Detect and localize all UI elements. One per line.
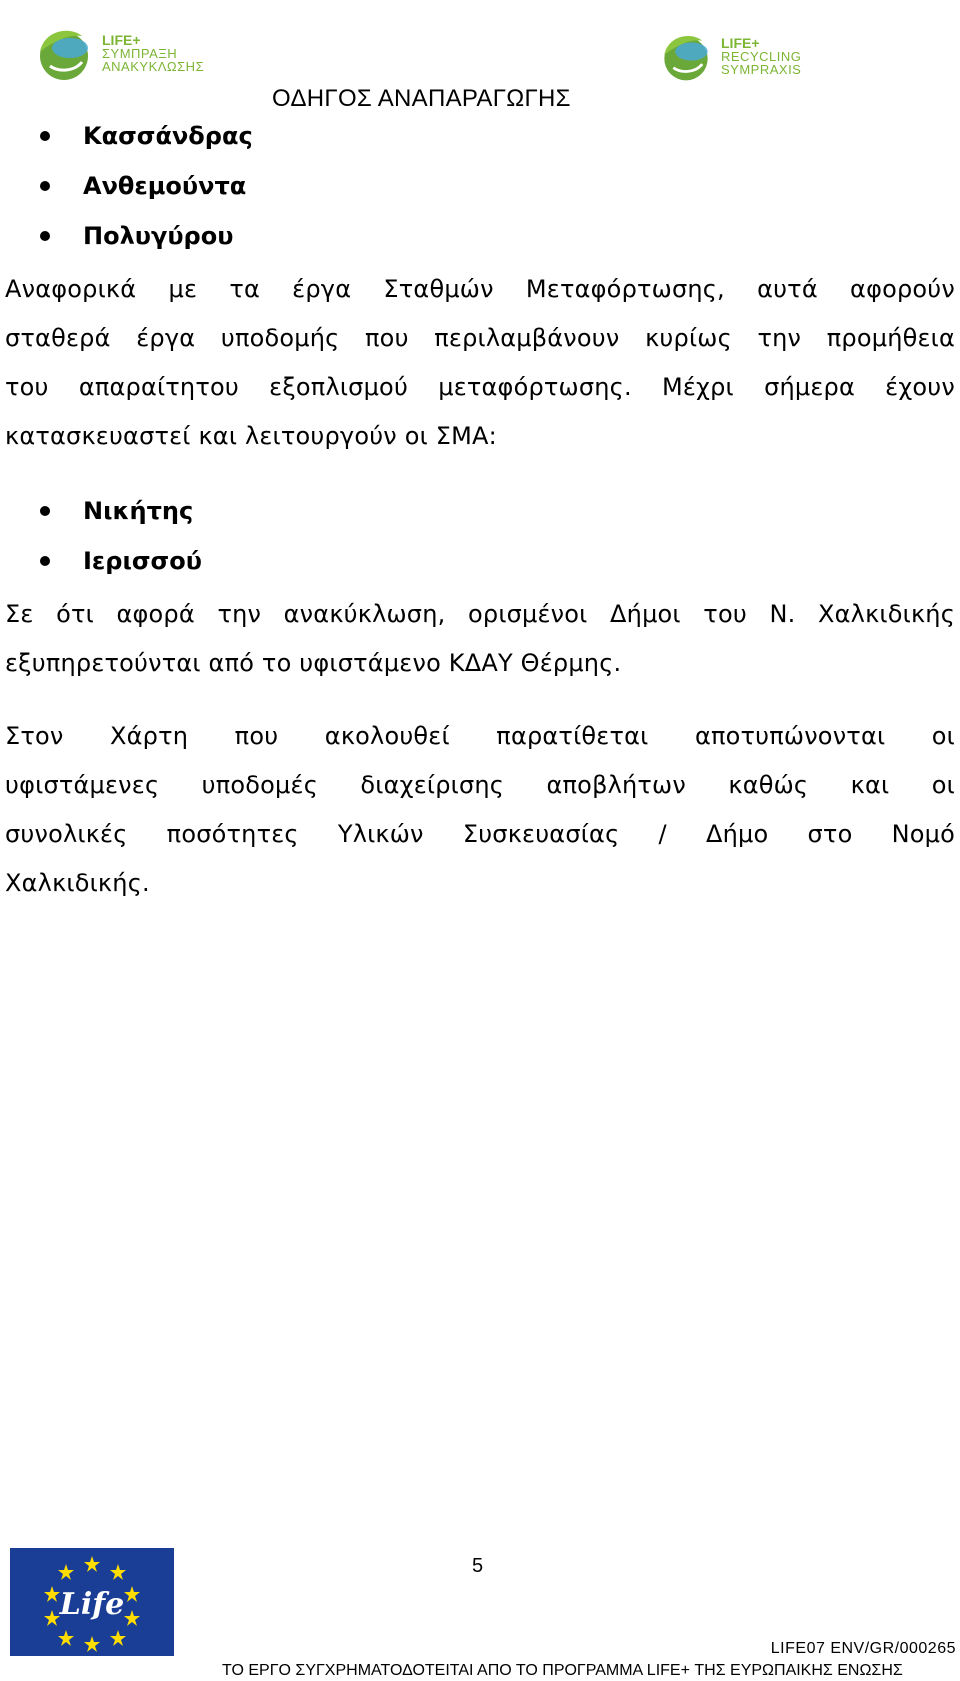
eu-life-wordmark: Life: [59, 1587, 125, 1622]
paragraph-recycling: [5, 590, 955, 688]
paragraph-line: κατασκευαστεί και λειτουργούν οι ΣΜΑ:: [5, 422, 497, 450]
logo-life-sympraxi: [30, 22, 204, 84]
logo-left-line2: ΣΥΜΠΡΑΞΗ: [102, 46, 178, 61]
eu-stars-icon: [10, 1548, 174, 1656]
paragraph-line: εξυπηρετούνται από το υφιστάμενο ΚΔΑΥ Θέρμης.: [5, 649, 622, 677]
paragraph-line: σταθερά έργα υποδομής που περιλαμβάνουν κυρίως την προμήθεια: [5, 324, 955, 352]
bullet-icon: [40, 231, 50, 241]
list-item: [40, 547, 202, 575]
list-item: [40, 172, 246, 200]
list-item: [40, 222, 233, 250]
project-code: LIFE07 ENV/GR/000265: [770, 1640, 956, 1657]
funding-statement: ΤΟ ΕΡΓΟ ΣΥΓΧΡΗΜΑΤΟΔΟΤΕΙΤΑΙ ΑΠΟ ΤΟ ΠΡΟΓΡΑΜΜΑ LIFE+ ΤΗΣ ΕΥΡΩΠΑΙΚΗΣ ΕΝΩΣΗΣ: [222, 1662, 903, 1679]
logo-life-recycling: [655, 28, 801, 84]
bullet-icon: [40, 181, 50, 191]
page-number: 5: [472, 1555, 484, 1577]
document-title: ΟΔΗΓΟΣ ΑΝΑΠΑΡΑΓΩΓΗΣ: [272, 85, 571, 112]
list-item-label: Κασσάνδρας: [83, 122, 253, 150]
list-item-label: Ιερισσού: [83, 547, 202, 575]
list-item: [40, 497, 193, 525]
globe-leaf-icon: [655, 28, 717, 84]
logo-right-line3: SYMPRAXIS: [721, 62, 802, 77]
paragraph-map: [5, 712, 955, 908]
paragraph-line: Χαλκιδικής.: [5, 869, 150, 897]
paragraph-line: υφιστάμενες υποδομές διαχείρισης αποβλήτων καθώς και οι: [5, 771, 955, 799]
list-item: [40, 122, 253, 150]
eu-life-logo: [10, 1548, 174, 1656]
paragraph-line: συνολικές ποσότητες Υλικών Συσκευασίας / Δήμο στο Νομό: [5, 820, 955, 848]
paragraph-line: Στον Χάρτη που ακολουθεί παρατίθεται αποτυπώνονται οι: [5, 722, 955, 750]
paragraph-line: Σε ότι αφορά την ανακύκλωση, ορισμένοι Δήμοι του Ν. Χαλκιδικής: [5, 600, 955, 628]
bullet-icon: [40, 556, 50, 566]
list-item-label: Πολυγύρου: [83, 222, 234, 250]
logo-left-line1: LIFE+: [102, 32, 141, 48]
paragraph-transfer-stations: [5, 265, 955, 461]
logo-left-line3: ΑΝΑΚΥΚΛΩΣΗΣ: [102, 59, 205, 74]
list-item-label: Νικήτης: [83, 497, 194, 525]
globe-leaf-icon: [30, 22, 98, 84]
paragraph-line: Αναφορικά με τα έργα Σταθμών Μεταφόρτωσης, αυτά αφορούν: [5, 275, 955, 303]
paragraph-line: του απαραίτητου εξοπλισμού μεταφόρτωσης. Μέχρι σήμερα έχουν: [5, 373, 955, 401]
list-item-label: Ανθεμούντα: [83, 172, 247, 200]
logo-right-line2: RECYCLING: [721, 49, 802, 64]
bullet-icon: [40, 131, 50, 141]
bullet-icon: [40, 506, 50, 516]
logo-right-line1: LIFE+: [721, 35, 760, 51]
